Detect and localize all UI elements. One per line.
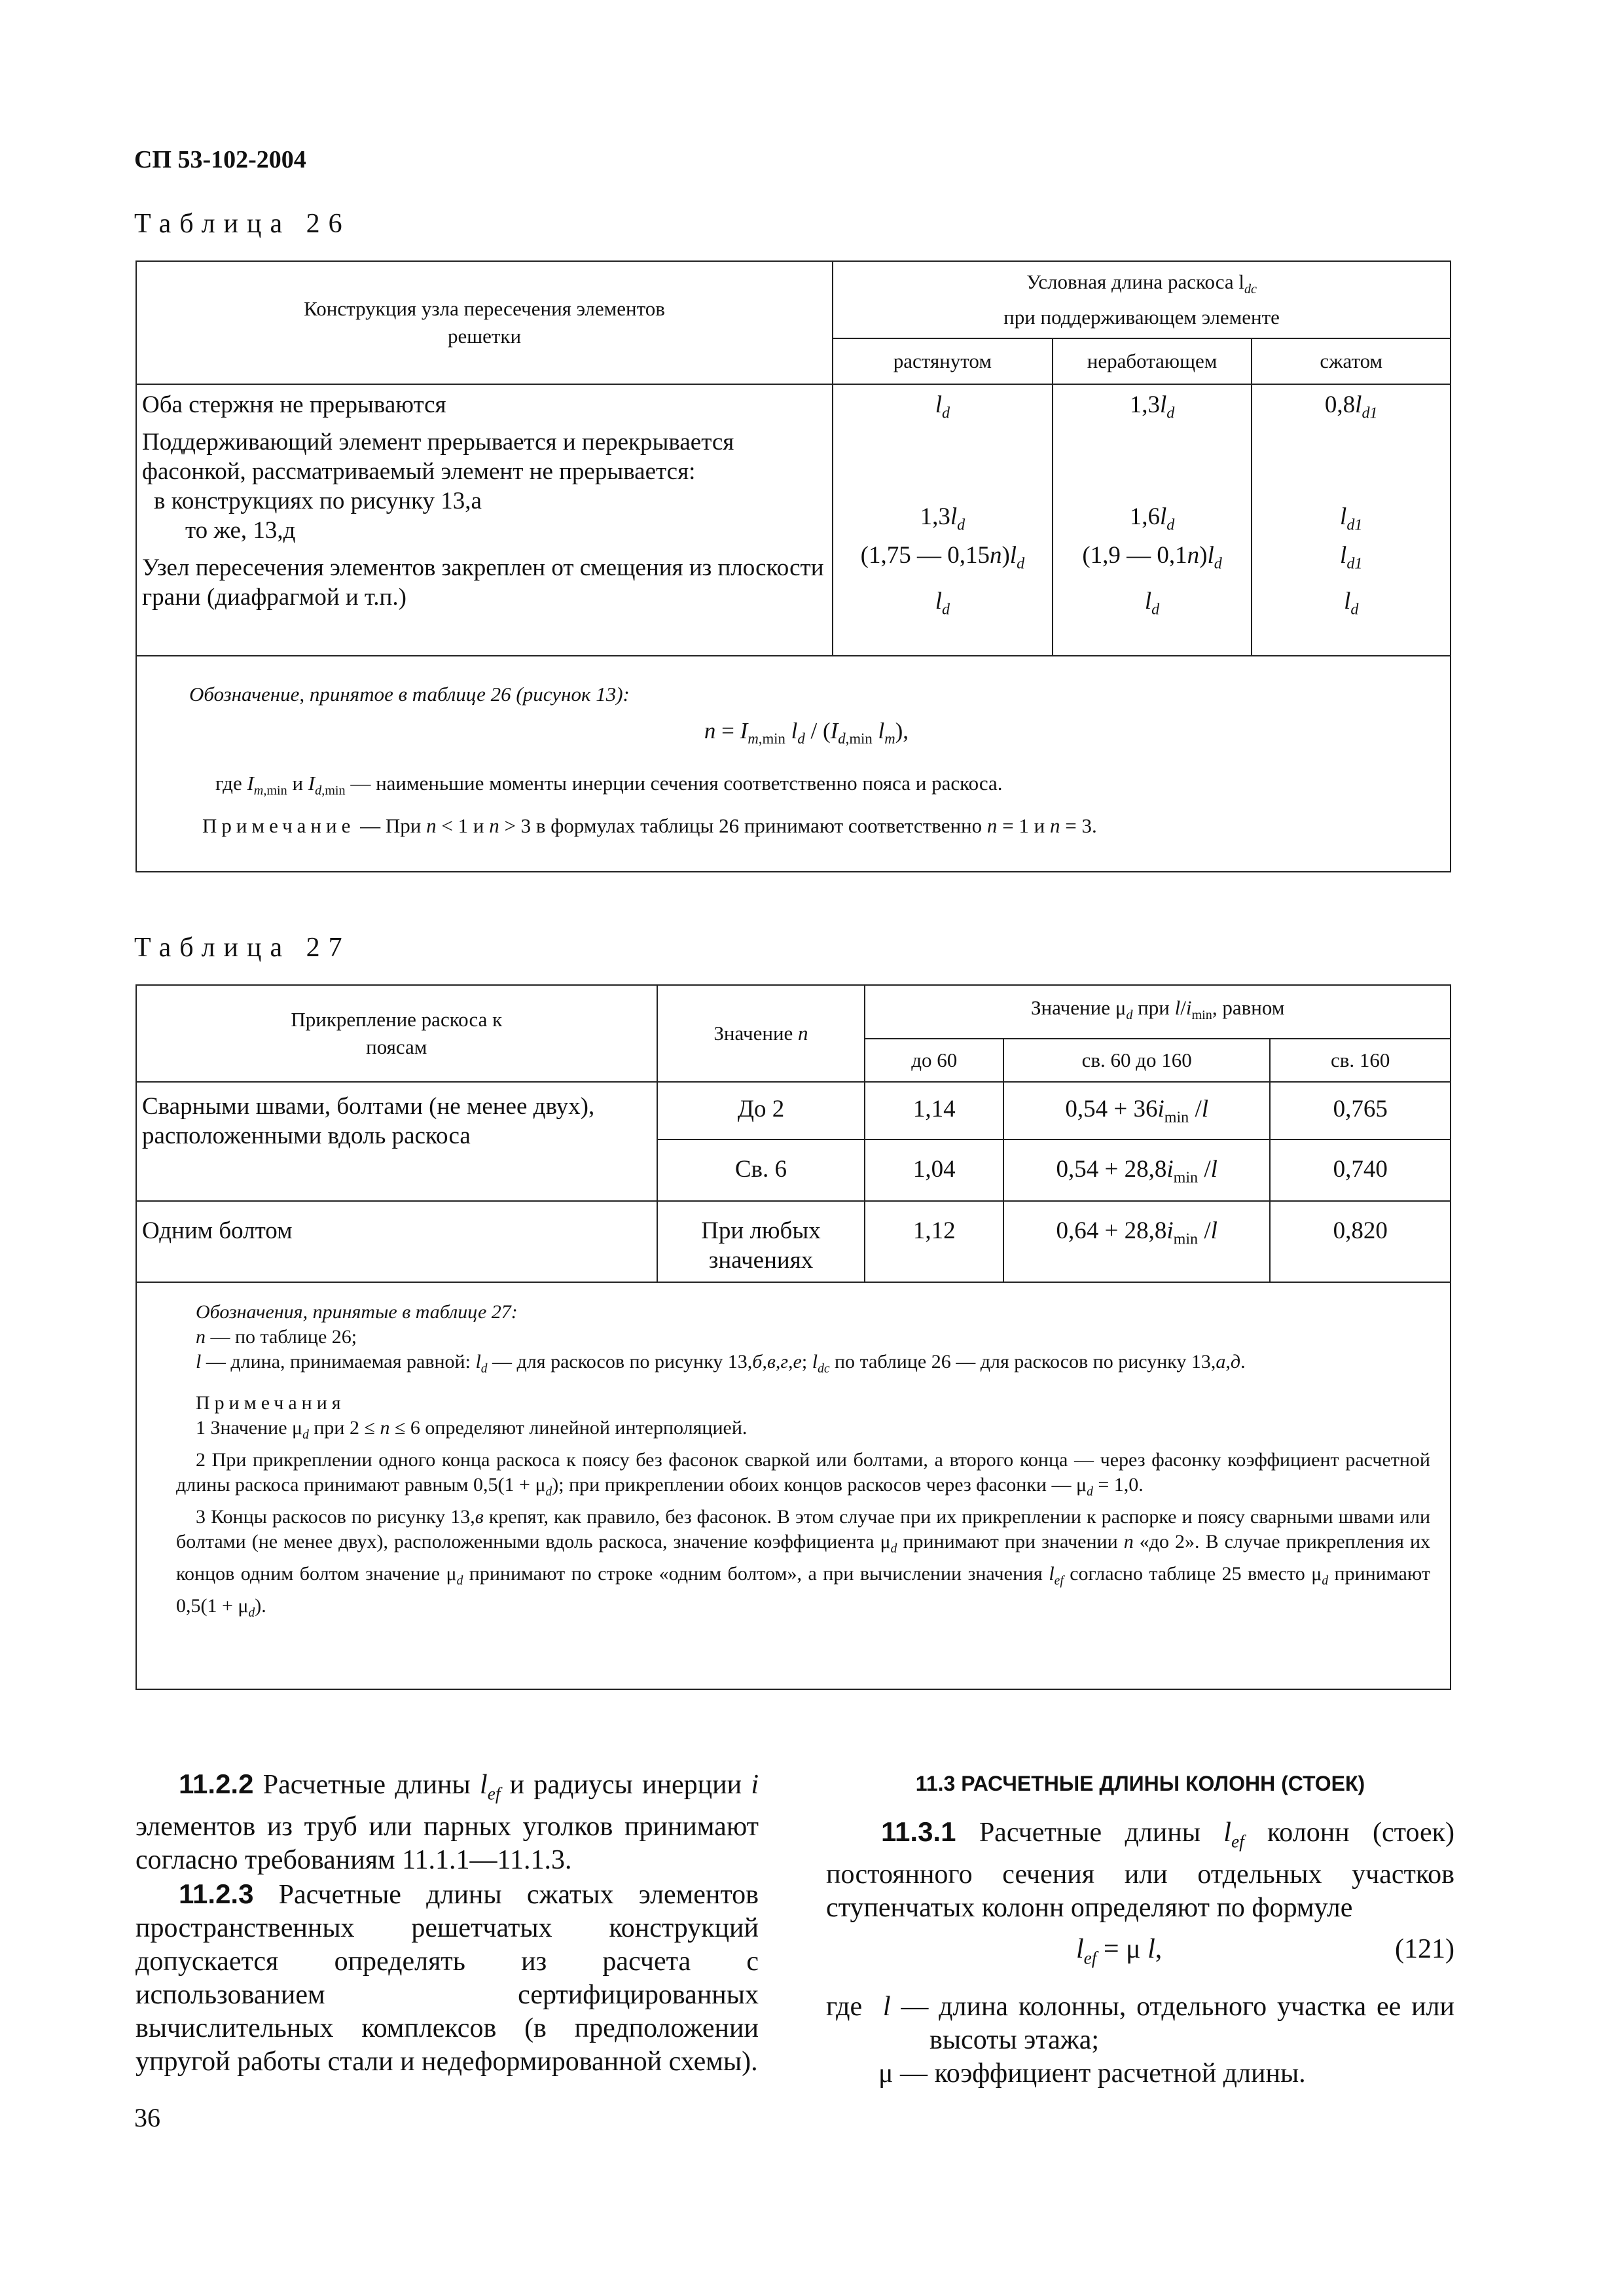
t27-sub-header: св. 160 xyxy=(1270,1039,1451,1082)
t27-notation-title: Обозначения, принятые в таблице 27: xyxy=(196,1301,518,1323)
t26-cell: (1,9 — $0,1n)l_d$ xyxy=(1082,541,1222,573)
t27-col1-header: Прикрепление раскоса к поясам xyxy=(136,985,657,1082)
t26-col-stretched xyxy=(833,384,1053,656)
t27-cell: 0,820 xyxy=(1270,1201,1451,1282)
t27-cell: 0,740 xyxy=(1270,1139,1451,1201)
clause-11-2-3: 11.2.3 Расчетные длины сжатых элементов пространственных решетчатых конструкций допускается определять из расчета с использованием сертифицированных вычислительных комплексов (в предположении упругой работы стали и недеформированной схемы). xyxy=(135,1878,759,2077)
t26-cell: (1,75 — $0,15n)l_d$ xyxy=(860,541,1025,573)
t27-cell: 0,765 xyxy=(1270,1082,1451,1139)
right-column xyxy=(826,1767,1454,2090)
t26-cell: $1,3l_d$ xyxy=(920,503,965,534)
left-column xyxy=(135,1767,759,2079)
t27-cell: 1,04 xyxy=(865,1139,1003,1201)
table26-caption: Таблица 26 xyxy=(134,209,351,239)
t27-cell-formula: $0,54 + 36i_{min}$ /l xyxy=(1003,1082,1270,1139)
t26-group-header: Условная длина раскоса $l_{dc}$ при поддерживающем элементе xyxy=(833,261,1451,338)
t27-notation-n: n — по таблице 26; xyxy=(196,1326,357,1348)
t26-col-compressed xyxy=(1252,384,1451,656)
formula-121: $l_{ef} = \mu$ l, (121) xyxy=(1076,1934,1454,1968)
t27-sub-header: св. 60 до 160 xyxy=(1003,1039,1270,1082)
t27-note-2: 2 При прикреплении одного конца раскоса к поясу без фасонок сваркой или болтами, а второго конца — через фасонку коэффициент расчетной длины раскоса принимают равным $0,5(1 + \mu_d)$; при прикреплении обоих концов раскосов через фасонки — $\mu_d = 1,0$. xyxy=(176,1449,1430,1499)
clause-11-3-1: 11.3.1 Расчетные длины $l_{ef}$ колонн (стоек) постоянного сечения или отдельных участков ступенчатых колонн определяют по формуле xyxy=(826,1816,1454,1924)
t27-cell-n: При любых значениях xyxy=(657,1201,865,1282)
t26-sub-header: неработающем xyxy=(1053,338,1252,384)
t26-notation-block xyxy=(136,656,1451,872)
section-title: 11.3 РАСЧЕТНЫЕ ДЛИНЫ КОЛОНН (СТОЕК) xyxy=(915,1772,1365,1795)
page-number: 36 xyxy=(134,2103,160,2132)
t26-cell: $l_d$ xyxy=(1144,588,1160,619)
document-code: СП 53-102-2004 xyxy=(134,146,306,173)
t27-note-3: 3 Концы раскосов по рисунку 13,в крепят, как правило, без фасонок. В этом случае при их прикреплении к распорке и поясу сварными швами или болтами (не менее двух), расположенными вдоль раскоса, значение коэффициента $\mu_d$ принимают при значении n «до 2». В случае прикрепления их концов одним болтом значение $\mu_d$ принимают по строке «одним болтом», а при вычислении значения $l_{ef}$ согласно таблице 25 вместо $\mu_d$ принимают $0,5(1 + \mu_d)$. xyxy=(176,1506,1431,1620)
table-26 xyxy=(135,260,1451,872)
t27-notes-title: Примечания xyxy=(196,1392,346,1414)
t26-note: Примечание — При n < 1 и n > 3 в формулах таблицы 26 принимают соответственно n = 1 и n = 3. xyxy=(202,814,1097,838)
table-27 xyxy=(135,984,1451,1690)
where-mu: μ — коэффициент расчетной длины. xyxy=(878,2058,1306,2089)
t27-note-1: 1 Значение $\mu_d$ при 2 ≤ n ≤ 6 определяют линейной интерполяцией. xyxy=(196,1417,748,1442)
where-l: где l — длина колонны, отдельного участка ее или высоты этажа; xyxy=(826,1992,1454,2056)
t26-col1-header: Конструкция узла пересечения элементов решетки xyxy=(136,261,833,384)
t27-cell-formula: $0,54 + 28,8i_{min}$ /l xyxy=(1003,1139,1270,1201)
t26-cell: $l_d$ xyxy=(935,588,950,619)
t27-row-label: Одним болтом xyxy=(136,1201,657,1282)
t26-cell: $l_{d1}$ xyxy=(1340,503,1363,534)
t26-where: где $I_{m,min}$ и $I_{d,min}$ — наименьшие моменты инерции сечения соответственно пояса и раскоса. xyxy=(215,772,1003,798)
t26-formula: $n = I_{m,min}$ $l_d / (I_{d,min}$ $l_m$), xyxy=(704,718,909,747)
t26-cell: $1,6l_d$ xyxy=(1129,503,1175,534)
t26-notation-title: Обозначение, принятое в таблице 26 (рисунок 13): xyxy=(189,683,630,706)
t26-sub-header: растянутом xyxy=(833,338,1053,384)
t27-cell: 1,14 xyxy=(865,1082,1003,1139)
t26-row-labels: Оба стержня не прерываются Поддерживающий элемент прерывается и перекрывается фасонкой, рассматриваемый элемент не прерывается: в конструкциях по рисунку 13,а то же, 13,д Узел пересечения элементов закреплен от смещения из плоскости грани (диафрагмой и т.п.) xyxy=(136,384,833,656)
t27-cell-n: До 2 xyxy=(657,1082,865,1139)
t27-notation-l: l — длина, принимаемая равной: $l_d$ — для раскосов по рисунку 13,б,в,г,е; $l_{dc}$ по таблице 26 — для раскосов по рисунку 13,а,д. xyxy=(196,1351,1246,1376)
t27-sub-header: до 60 xyxy=(865,1039,1003,1082)
t26-cell: $0,8l_{d1}$ xyxy=(1324,391,1378,422)
t26-cell: $l_{d1}$ xyxy=(1340,541,1363,573)
t27-notes-block xyxy=(136,1282,1451,1689)
t27-group-header: Значение $\mu_d$ при $l/i_{min}$, равном xyxy=(865,985,1451,1039)
table27-caption: Таблица 27 xyxy=(134,933,351,963)
t27-row-label: Сварными швами, болтами (не менее двух), расположенными вдоль раскоса xyxy=(136,1082,657,1201)
t27-cell-formula: $0,64 + 28,8i_{min}$ /l xyxy=(1003,1201,1270,1282)
t26-cell: $l_d$ xyxy=(1344,588,1359,619)
clause-11-2-2: 11.2.2 Расчетные длины $l_{ef}$ и радиусы инерции i элементов из труб или парных уголков принимают согласно требованиям 11.1.1—11.1.3. xyxy=(135,1768,759,1876)
t27-col2-header: Значение n xyxy=(657,985,865,1082)
t27-cell: 1,12 xyxy=(865,1201,1003,1282)
t26-sub-header: сжатом xyxy=(1252,338,1451,384)
t27-cell-n: Св. 6 xyxy=(657,1139,865,1201)
formula-number: (121) xyxy=(1395,1934,1454,1965)
t26-cell: $l_d$ xyxy=(935,391,950,422)
t26-cell: $1,3l_d$ xyxy=(1129,391,1175,422)
t26-col-idle xyxy=(1053,384,1252,656)
